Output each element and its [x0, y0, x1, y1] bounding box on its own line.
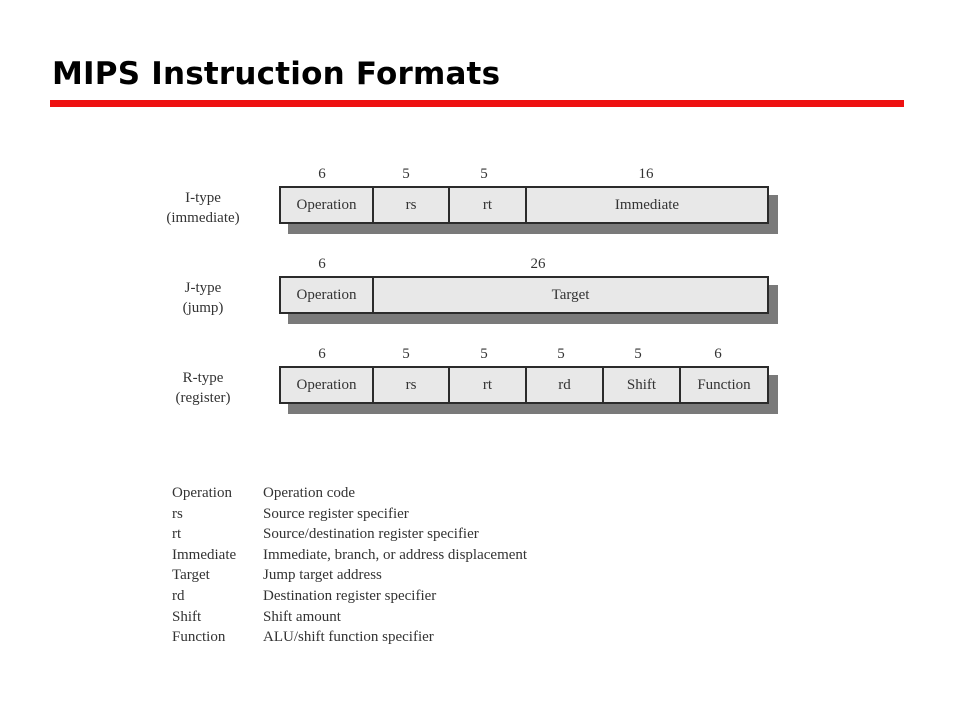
- legend-term: rd: [172, 587, 185, 604]
- legend-row: [172, 565, 527, 586]
- bit-width: 5: [402, 346, 410, 362]
- legend-term: Target: [172, 567, 210, 584]
- field-rt: rt: [450, 188, 527, 222]
- legend-row: [172, 627, 527, 648]
- format-label-r-type: [143, 368, 263, 408]
- field-rs: rs: [374, 188, 450, 222]
- field-rt: rt: [450, 368, 527, 402]
- field-rs: rs: [374, 368, 450, 402]
- bit-width: 5: [634, 346, 642, 362]
- legend-row: [172, 524, 527, 545]
- legend-row: [172, 586, 527, 607]
- bit-width: 26: [530, 256, 546, 272]
- format-label-i-type: [143, 188, 263, 228]
- field-operation: Operation: [281, 278, 374, 312]
- legend-definition: Immediate, branch, or address displacement: [263, 546, 528, 563]
- legend-term: rt: [172, 526, 182, 543]
- bit-width: 16: [638, 166, 654, 182]
- legend-term: rs: [172, 505, 183, 522]
- legend-definition: Destination register specifier: [263, 587, 437, 604]
- legend-row: [172, 545, 527, 566]
- format-label-j-type: [143, 278, 263, 318]
- title-underline: [50, 100, 904, 107]
- legend-row: [172, 607, 527, 628]
- legend-row: [172, 504, 527, 525]
- legend-definition: Jump target address: [263, 567, 382, 584]
- format-name: R-type: [182, 370, 224, 386]
- format-name: I-type: [185, 190, 221, 206]
- bit-width: 5: [402, 166, 410, 182]
- bit-width: 6: [318, 346, 326, 362]
- field-rd: rd: [527, 368, 604, 402]
- format-description: (register): [175, 390, 231, 406]
- bit-width: 5: [480, 346, 488, 362]
- format-bar-r-type: [279, 366, 769, 404]
- legend-term: Operation: [172, 485, 232, 501]
- format-bar-j-type: [279, 276, 769, 314]
- legend-term: Immediate: [172, 546, 237, 563]
- field-operation: Operation: [281, 188, 374, 222]
- format-description: (immediate): [166, 210, 240, 226]
- field-shift: Shift: [604, 368, 681, 402]
- legend-definition: Source register specifier: [263, 505, 409, 522]
- legend-definition: Source/destination register specifier: [263, 526, 479, 543]
- bit-width: 6: [318, 256, 326, 272]
- legend-definition: Shift amount: [263, 608, 341, 625]
- bit-width: 5: [480, 166, 488, 182]
- format-name: J-type: [184, 280, 222, 296]
- format-bar-i-type: [279, 186, 769, 224]
- slide-title: MIPS Instruction Formats: [52, 56, 501, 92]
- field-function: Function: [697, 376, 751, 393]
- field-target: Target: [551, 286, 590, 303]
- bit-width: 6: [318, 166, 326, 182]
- field-operation: Operation: [281, 368, 374, 402]
- bit-width: 6: [714, 346, 722, 362]
- legend-term: Shift: [172, 608, 202, 625]
- format-description: (jump): [182, 300, 224, 316]
- legend-term: Function: [172, 629, 226, 646]
- legend-definition: Operation code: [263, 485, 356, 501]
- legend-definition: ALU/shift function specifier: [263, 629, 434, 646]
- bit-width: 5: [557, 346, 565, 362]
- field-immediate: Immediate: [614, 196, 680, 213]
- legend-row: [172, 483, 527, 504]
- field-legend: [172, 483, 527, 648]
